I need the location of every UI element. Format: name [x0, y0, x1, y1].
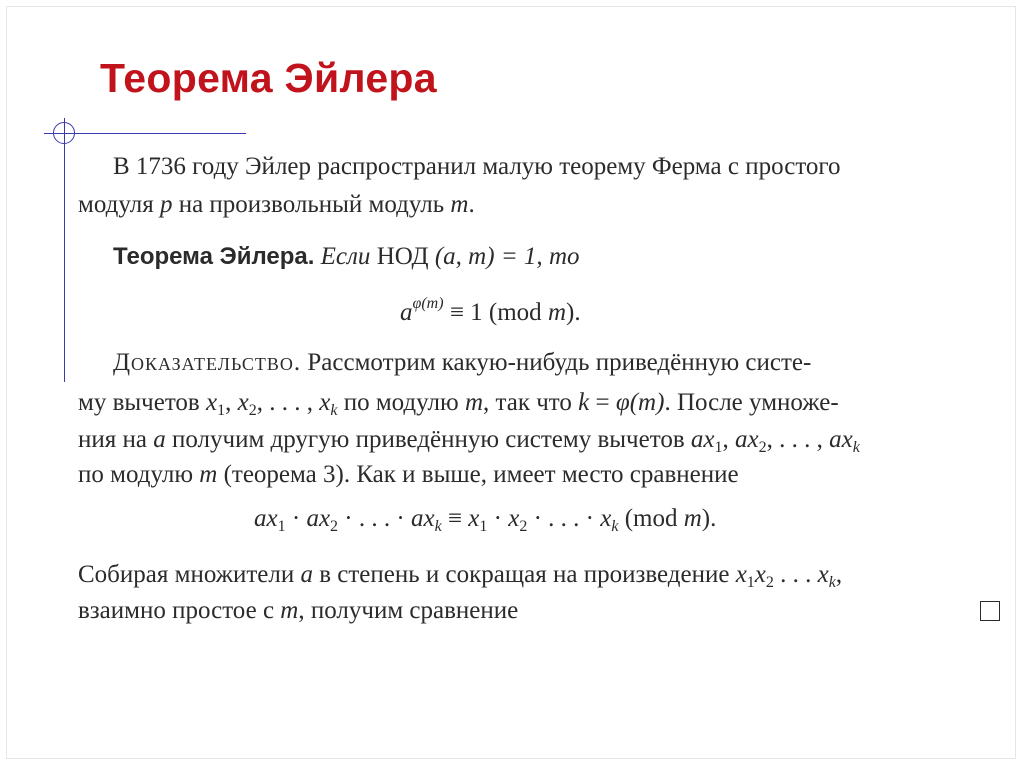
proof-text: ния на	[78, 426, 154, 453]
proof-text: получим другую приведённую систему вычетов	[165, 426, 691, 453]
corner-decoration-circle	[53, 122, 75, 144]
proof-line-4	[78, 458, 739, 492]
math-variable: ax	[734, 426, 759, 453]
math-variable: x	[600, 505, 612, 532]
math-operator: ·	[285, 505, 307, 532]
math-subscript: 2	[519, 518, 528, 535]
math-expression: ≡ 1 (mod	[443, 299, 548, 326]
math-variable: ax	[254, 505, 278, 532]
proof-text: , . . . ,	[256, 389, 320, 416]
proof-equation	[254, 502, 716, 536]
closing-line-2	[78, 594, 518, 628]
proof-line-2	[78, 386, 839, 420]
math-variable: m	[683, 505, 702, 532]
theorem-text: Если	[314, 243, 377, 270]
math-variable: ax	[306, 505, 331, 532]
theorem-label: Теорема Эйлера.	[113, 243, 315, 270]
intro-line-2	[78, 188, 475, 222]
proof-line-1	[113, 346, 811, 380]
math-subscript: 2	[248, 402, 257, 419]
proof-line-3	[78, 423, 860, 457]
closing-text: в степень и сокращая на произведение	[312, 561, 736, 588]
math-subscript: 2	[330, 518, 339, 535]
math-variable: x	[508, 505, 520, 532]
closing-text: взаимно простое с	[78, 597, 281, 624]
math-variable: x	[735, 561, 747, 588]
math-variable: x	[754, 561, 766, 588]
math-subscript: k	[434, 518, 442, 535]
intro-text: .	[468, 191, 475, 218]
math-exponent: φ(m)	[412, 295, 444, 312]
math-variable: m	[464, 389, 484, 416]
intro-text: В 1736 году Эйлер распространил малую теорему Ферма с простого	[113, 153, 841, 180]
proof-text: (теорема 3). Как и выше, имеет место сравнение	[217, 461, 739, 488]
closing-line-1	[78, 558, 842, 592]
math-variable: ax	[410, 505, 435, 532]
math-variable: x	[206, 389, 218, 416]
proof-text: , . . . ,	[766, 426, 830, 453]
proof-label: Доказательство.	[113, 349, 302, 376]
math-variable: a	[300, 561, 313, 588]
math-variable: m	[280, 597, 299, 624]
math-subscript: 1	[277, 518, 286, 535]
intro-text: модуля	[78, 191, 160, 218]
slide-title: Теорема Эйлера	[100, 55, 437, 101]
math-operator: · . . . ·	[527, 505, 601, 532]
math-subscript: 1	[217, 402, 226, 419]
math-subscript: 1	[714, 439, 723, 456]
proof-text: Рассмотрим какую-нибудь приведённую систе-	[301, 349, 812, 376]
proof-text: . После умноже-	[664, 389, 839, 416]
math-subscript: 2	[765, 574, 774, 591]
math-variable: m	[547, 299, 566, 326]
qed-square-icon	[980, 601, 1000, 621]
math-variable: x	[319, 389, 331, 416]
closing-text: Собирая множители	[78, 561, 301, 588]
math-variable: x	[468, 505, 480, 532]
math-subscript: 1	[479, 518, 488, 535]
math-variable: m	[199, 461, 218, 488]
intro-line-1	[113, 150, 841, 184]
proof-text: =	[589, 389, 616, 416]
proof-text: му вычетов	[78, 389, 206, 416]
closing-text: , получим сравнение	[298, 597, 519, 624]
math-subscript: 1	[746, 574, 755, 591]
math-variable: x	[817, 561, 829, 588]
slide-frame	[6, 6, 1016, 759]
proof-text: ,	[225, 389, 238, 416]
math-expression: (a, m) = 1,	[434, 243, 543, 270]
theorem-formula	[400, 296, 581, 330]
proof-text: по модулю	[78, 461, 200, 488]
math-variable: p	[159, 191, 173, 218]
math-variable: x	[237, 389, 249, 416]
intro-text: на произвольный модуль	[172, 191, 451, 218]
math-expression: ).	[566, 299, 581, 326]
math-expression: (mod	[618, 505, 684, 532]
math-expression: ).	[701, 505, 717, 532]
theorem-text: то	[542, 243, 580, 270]
math-subscript: k	[330, 402, 338, 419]
proof-text: , так что	[483, 389, 579, 416]
theorem-statement	[113, 240, 580, 274]
math-variable: ax	[829, 426, 853, 453]
math-subscript: k	[852, 439, 860, 456]
theorem-text: НОД	[376, 243, 429, 270]
math-operator: · . . . ·	[338, 505, 411, 532]
math-variable: a	[153, 426, 166, 453]
math-subscript: k	[828, 574, 836, 591]
math-variable: m	[450, 191, 469, 218]
corner-decoration-vertical-line	[64, 118, 65, 382]
proof-text: по модулю	[337, 389, 465, 416]
math-operator: ·	[487, 505, 509, 532]
math-variable: a	[400, 299, 413, 326]
math-operator: ≡	[441, 505, 469, 532]
math-expression: φ(m)	[615, 389, 665, 416]
math-variable: k	[578, 389, 590, 416]
closing-text: . . .	[773, 561, 818, 588]
math-subscript: 2	[758, 439, 767, 456]
closing-text: ,	[835, 561, 843, 588]
math-subscript: k	[611, 518, 619, 535]
proof-text: ,	[722, 426, 735, 453]
math-variable: ax	[690, 426, 715, 453]
